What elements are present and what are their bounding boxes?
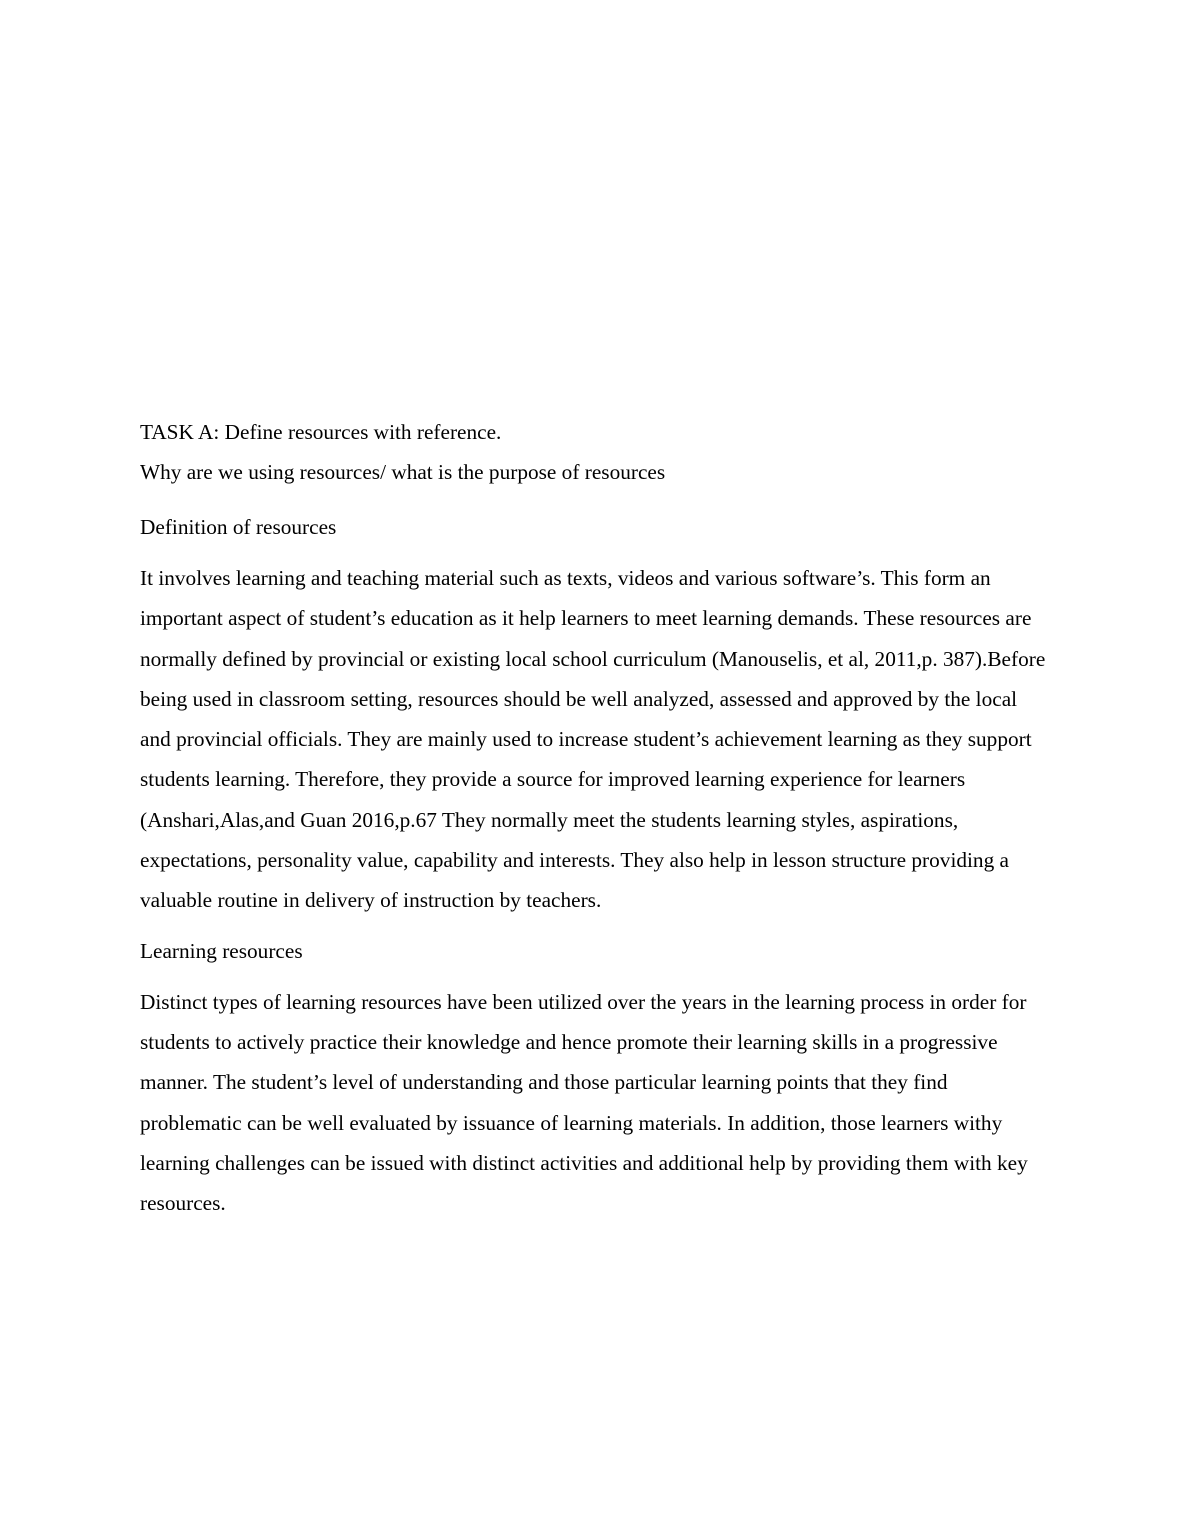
task-title: TASK A: Define resources with reference. (140, 420, 502, 444)
paragraph-definition: It involves learning and teaching material such as texts, videos and various software’s. This form an important aspect of student’s education as it help learners to meet learning demands. These resources are normally defined by provincial or existing local school curriculum (Manouselis, et al, 2011,p. 387).Before being used in classroom setting, resources should be well analyzed, assessed and approved by the local and provincial officials. They are mainly used to increase student’s achievement learning as they support students learning. Therefore, they provide a source for improved learning experience for learners (Anshari,Alas,and Guan 2016,p.67 They normally meet the students learning styles, aspirations, expectations, personality value, capability and interests. They also help in lesson structure providing a valuable routine in delivery of instruction by teachers. (140, 566, 1046, 913)
paragraph-learning-resources: Distinct types of learning resources have been utilized over the years in the learning process in order for students to actively practice their knowledge and hence promote their learning skills in a progressive manner. The student’s level of understanding and those particular learning points that they find problematic can be well evaluated by issuance of learning materials. In addition, those learners withy learning challenges can be issued with distinct activities and additional help by providing them with key resources. (140, 989, 1028, 1216)
section-heading-learning-resources: Learning resources (140, 938, 303, 963)
task-question: Why are we using resources/ what is the purpose of resources (140, 460, 666, 484)
document-body (140, 418, 1052, 1223)
section-heading-definition: Definition of resources (140, 515, 337, 539)
